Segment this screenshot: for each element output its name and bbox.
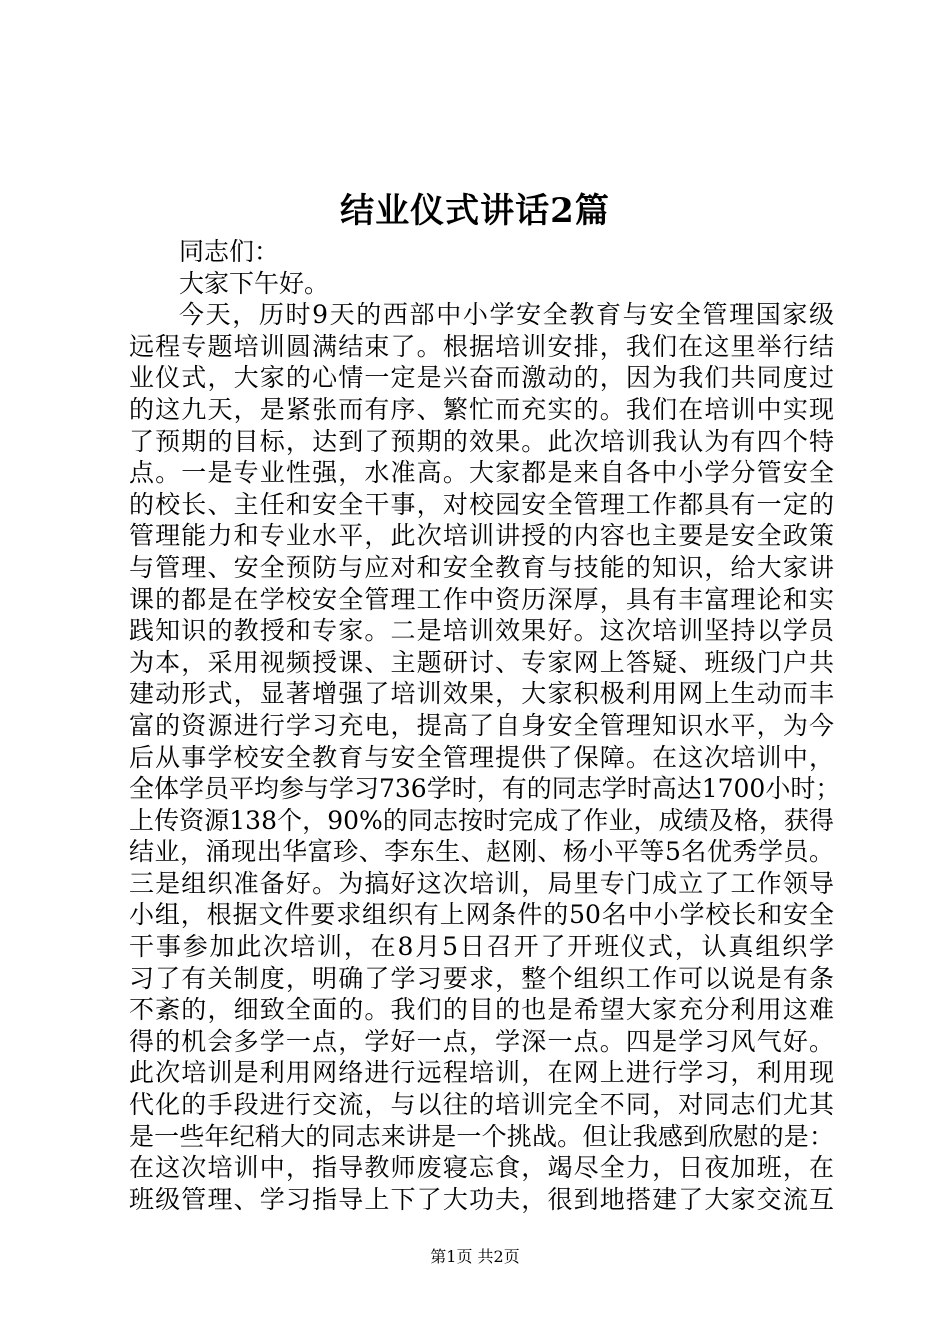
greeting-line: 大家下午好。	[179, 268, 330, 298]
paragraph-line: 不紊的，细致全面的。我们的目的也是希望大家充分利用这难	[129, 995, 834, 1025]
paragraph-line: 课的都是在学校安全管理工作中资历深厚，具有丰富理论和实	[129, 584, 834, 614]
paragraph-line: 三是组织准备好。为搞好这次培训，局里专门成立了工作领导	[129, 868, 834, 898]
paragraph-line: 建动形式，显著增强了培训效果，大家积极利用网上生动而丰	[129, 679, 834, 709]
paragraph-line: 的这九天，是紧张而有序、繁忙而充实的。我们在培训中实现	[129, 394, 834, 424]
document-title: 结业仪式讲话2篇	[340, 191, 610, 231]
page-number-label: 第1页 共2页	[430, 1247, 520, 1266]
paragraph-line: 富的资源进行学习充电，提高了自身安全管理知识水平，为今	[129, 710, 834, 740]
paragraph-line: 干事参加此次培训，在8月5日召开了开班仪式，认真组织学	[129, 932, 834, 962]
paragraph-line: 小组，根据文件要求组织有上网条件的50名中小学校长和安全	[129, 900, 834, 930]
paragraph-line: 得的机会多学一点，学好一点，学深一点。四是学习风气好。	[129, 1026, 834, 1056]
paragraph-line: 点。一是专业性强，水准高。大家都是来自各中小学分管安全	[129, 458, 834, 488]
paragraph-line: 习了有关制度，明确了学习要求，整个组织工作可以说是有条	[129, 963, 834, 993]
paragraph-line: 是一些年纪稍大的同志来讲是一个挑战。但让我感到欣慰的是：	[129, 1121, 834, 1151]
paragraph-line: 今天，历时9天的西部中小学安全教育与安全管理国家级	[179, 300, 834, 330]
paragraph-line: 在这次培训中，指导教师废寝忘食，竭尽全力，日夜加班，在	[129, 1153, 834, 1183]
paragraph-line: 此次培训是利用网络进行远程培训，在网上进行学习，利用现	[129, 1058, 834, 1088]
paragraph-line: 践知识的教授和专家。二是培训效果好。这次培训坚持以学员	[129, 616, 834, 646]
paragraph-line: 为本，采用视频授课、主题研讨、专家网上答疑、班级门户共	[129, 647, 834, 677]
paragraph-line: 管理能力和专业水平，此次培训讲授的内容也主要是安全政策	[129, 521, 834, 551]
paragraph-line: 远程专题培训圆满结束了。根据培训安排，我们在这里举行结	[129, 331, 834, 361]
paragraph-line: 与管理、安全预防与应对和安全教育与技能的知识，给大家讲	[129, 552, 834, 582]
paragraph-line: 后从事学校安全教育与安全管理提供了保障。在这次培训中，	[129, 742, 834, 772]
document-body	[129, 236, 841, 1215]
paragraph-line: 了预期的目标，达到了预期的效果。此次培训我认为有四个特	[129, 426, 834, 456]
paragraph-line: 班级管理、学习指导上下了大功夫，很到地搭建了大家交流互	[129, 1184, 834, 1214]
paragraph-line: 的校长、主任和安全干事，对校园安全管理工作都具有一定的	[129, 489, 834, 519]
page-footer	[0, 1244, 950, 1267]
paragraph-line: 业仪式，大家的心情一定是兴奋而激动的，因为我们共同度过	[129, 363, 834, 393]
paragraph-line: 上传资源138个，90%的同志按时完成了作业，成绩及格，获得	[129, 805, 834, 835]
salutation-line: 同志们：	[179, 237, 280, 266]
paragraph-line: 代化的手段进行交流，与以往的培训完全不同，对同志们尤其	[129, 1090, 834, 1120]
paragraph-line: 全体学员平均参与学习736学时，有的同志学时高达1700小时；	[129, 774, 841, 804]
paragraph-line: 结业，涌现出华富珍、李东生、赵刚、杨小平等5名优秀学员。	[129, 837, 834, 867]
